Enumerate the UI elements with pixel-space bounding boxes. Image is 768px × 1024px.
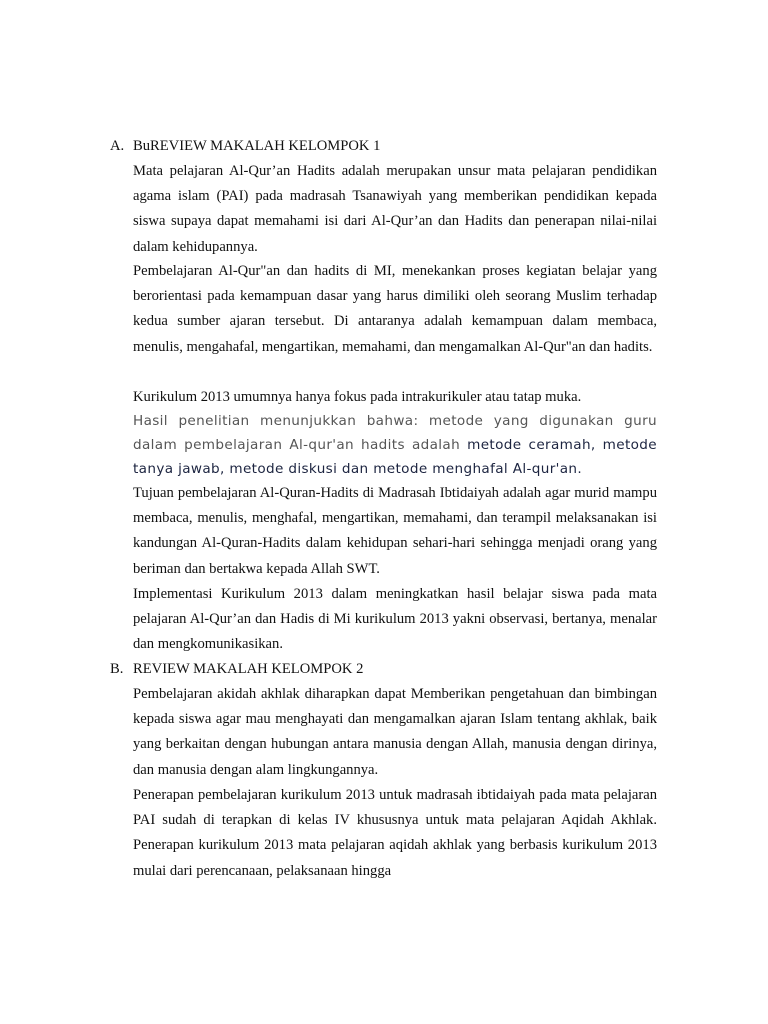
section-b-title: REVIEW MAKALAH KELOMPOK 2 [133,661,364,677]
paragraph-a3: Kurikulum 2013 umumnya hanya fokus pada intrakurikuler atau tatap muka. [133,389,582,405]
section-a-marker: A. [110,138,125,154]
paragraph-a4-methods: metode ceramah, metode tanya jawab, metode diskusi dan metode menghafal Al-qur'an. [133,437,657,477]
section-b-marker: B. [110,661,124,677]
section-b-heading [110,661,670,678]
section-a-title: BuREVIEW MAKALAH KELOMPOK 1 [133,138,381,154]
paragraph-a4-lead: Hasil penelitian menunjukkan bahwa: metode yang digunakan guru dalam pembelajaran Al-qur'an hadits adalah [133,413,657,453]
paragraph-b2: Penerapan pembelajaran kurikulum 2013 untuk madrasah ibtidaiyah pada mata pelajaran PAI sudah di terapkan di kelas IV khususnya untuk mata pelajaran Aqidah Akhlak. Penerapan kurikulum 2013 mata pelajaran aqidah akhlak yang berbasis kurikulum 2013 mulai dari perencanaan, pelaksanaan hingga [133,787,657,879]
paragraph-b1: Pembelajaran akidah akhlak diharapkan dapat Memberikan pengetahuan dan bimbingan kepada siswa agar mau menghayati dan mengamalkan ajaran Islam tentang akhlak, baik yang berkaitan dengan hubungan antara manusia dengan Allah, manusia dengan dirinya, dan manusia dengan alam lingkungannya. [133,686,657,778]
paragraph-a4 [133,409,657,481]
section-a-heading [110,138,670,155]
paragraph-a5: Tujuan pembelajaran Al-Quran-Hadits di Madrasah Ibtidaiyah adalah agar murid mampu membaca, menulis, menghafal, mengartikan, memahami, dan terampil melaksanakan isi kandungan Al-Quran-Hadits dalam kehidupan sehari-hari sehingga menjadi orang yang beriman dan bertakwa kepada Allah SWT. [133,485,657,577]
paragraph-a2: Pembelajaran Al-Qur"an dan hadits di MI, menekankan proses kegiatan belajar yang berorientasi pada kemampuan dasar yang harus dimiliki oleh seorang Muslim terhadap kedua sumber ajaran tersebut. Di antaranya adalah kemampuan dalam membaca, menulis, mengahafal, mengartikan, memahami, dan mengamalkan Al-Qur"an dan hadits. [133,263,657,355]
paragraph-a1: Mata pelajaran Al-Qur’an Hadits adalah merupakan unsur mata pelajaran pendidikan agama islam (PAI) pada madrasah Tsanawiyah yang memberikan pendidikan kepada siswa supaya dapat memahami isi dari Al-Qur’an dan Hadits dan penerapan nilai-nilai dalam kehidupannya. [133,163,657,255]
paragraph-a6: Implementasi Kurikulum 2013 dalam meningkatkan hasil belajar siswa pada mata pelajaran Al-Qur’an dan Hadis di Mi kurikulum 2013 yakni observasi, bertanya, menalar dan mengkomunikasikan. [133,586,657,653]
